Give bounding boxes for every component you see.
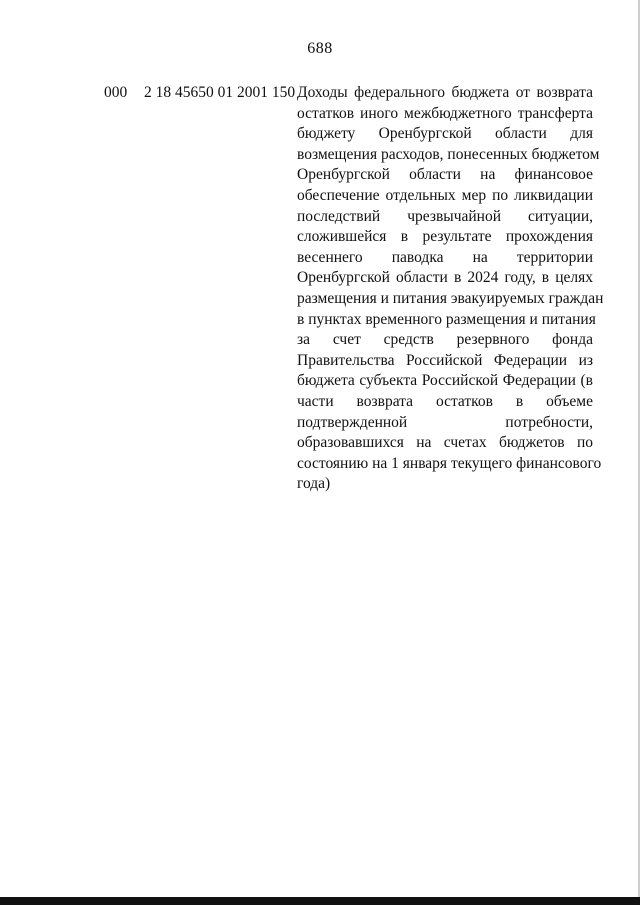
description-line: сложившейся в результате прохождения <box>297 228 593 246</box>
description-line: за счет средств резервного фонда <box>297 331 593 349</box>
scan-bottom-edge <box>0 897 640 905</box>
description-line: подтвержденной потребности, <box>297 413 593 431</box>
budget-code-row <box>0 83 640 503</box>
description-line: Оренбургской области в 2024 году, в целях <box>297 269 593 287</box>
description-line: весеннего паводка на территории <box>297 248 593 266</box>
description-line: бюджета субъекта Российской Федерации (в <box>297 372 593 390</box>
description-line: в пунктах временного размещения и питания <box>297 310 596 328</box>
description-line: Доходы федерального бюджета от возврата <box>297 84 593 101</box>
description-line: Правительства Российской Федерации из <box>297 351 593 369</box>
admin-code: 000 <box>104 84 128 101</box>
budget-classification-code: 2 18 45650 01 2001 150 <box>144 84 296 101</box>
description-line: остатков иного межбюджетного трансферта <box>297 104 593 122</box>
description-line: образовавшихся на счетах бюджетов по <box>297 434 593 452</box>
description-line: последствий чрезвычайной ситуации, <box>297 207 593 225</box>
description-line: размещения и питания эвакуируемых граждан <box>297 289 604 307</box>
description-line: состоянию на 1 января текущего финансового <box>297 454 602 472</box>
page-number: 688 <box>307 40 333 57</box>
description-line: возмещения расходов, понесенных бюджетом <box>297 145 600 163</box>
description-line: части возврата остатков в объеме <box>297 392 593 410</box>
description-line: Оренбургской области на финансовое <box>297 166 593 184</box>
income-description <box>297 83 604 495</box>
description-line: бюджету Оренбургской области для <box>297 125 593 143</box>
description-line: года) <box>297 475 331 493</box>
description-line: обеспечение отдельных мер по ликвидации <box>297 186 593 204</box>
